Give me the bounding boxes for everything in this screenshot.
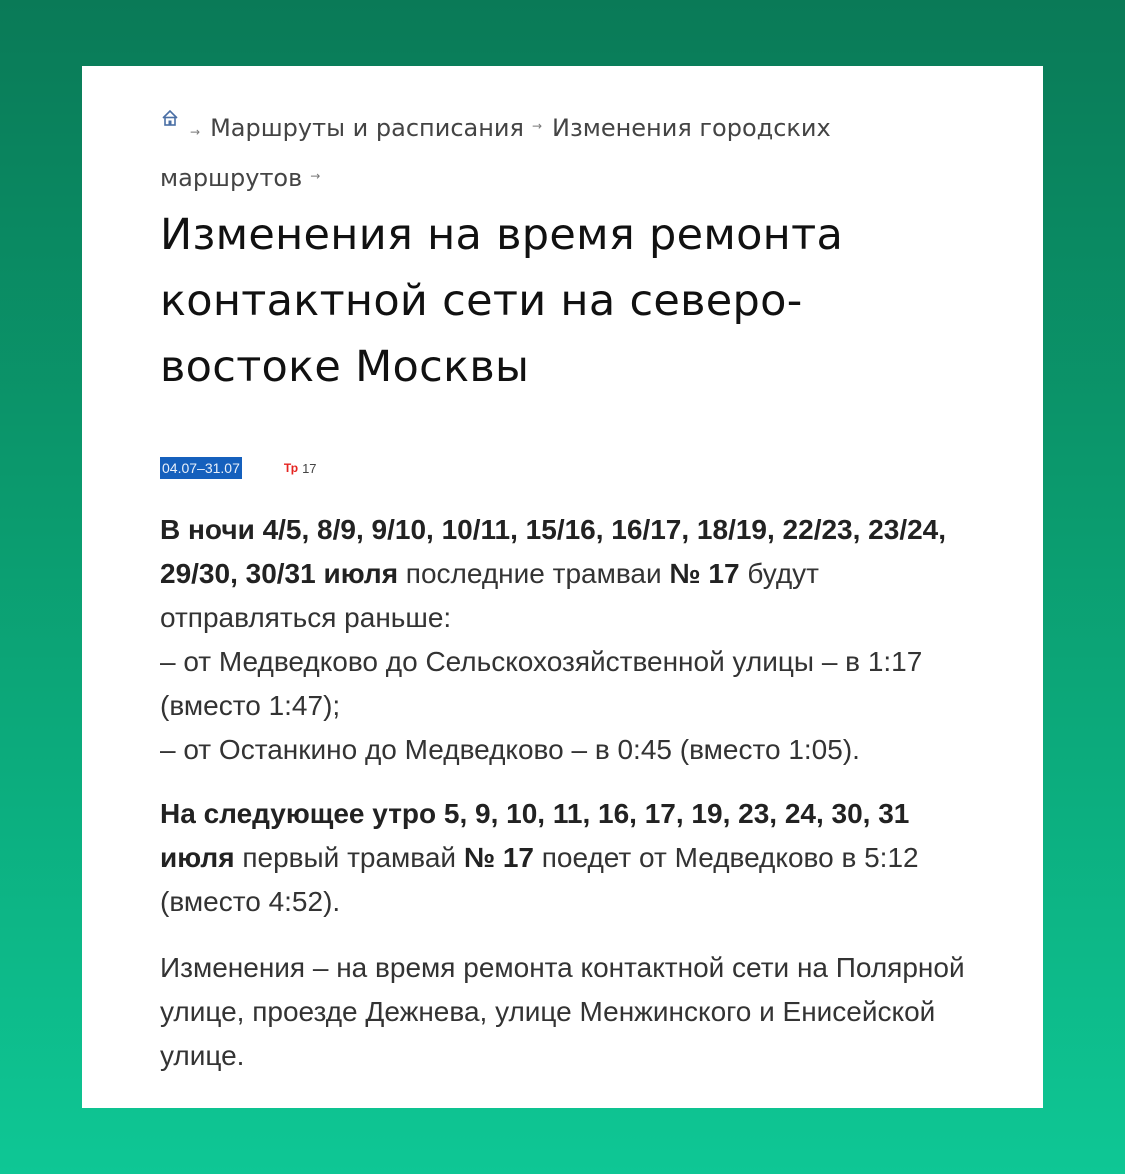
breadcrumb-routes-link[interactable]: Маршруты и расписания: [210, 114, 524, 142]
breadcrumb-arrow-icon: →: [190, 125, 201, 139]
route-number: 17: [302, 460, 317, 476]
home-icon[interactable]: [160, 108, 180, 128]
breadcrumb-arrow-icon: →: [310, 169, 321, 183]
paragraph-text: поедет от Медведково в 5:12 (вместо 4:52).: [160, 842, 919, 917]
night-dates: В ночи 4/5, 8/9, 9/10, 10/11, 15/16, 16/17, 18/19, 22/23, 23/24, 29/30, 30/31 июля: [160, 514, 947, 589]
article-meta: [160, 456, 965, 480]
route-tag[interactable]: [284, 461, 317, 476]
paragraph-morning-changes: [160, 792, 965, 924]
paragraph-night-changes: [160, 508, 965, 772]
paragraph-text: будут отправляться раньше:: [160, 558, 819, 633]
paragraph-text: первый трамвай: [234, 842, 464, 873]
date-range-badge: 04.07–31.07: [160, 457, 242, 479]
article-card: [82, 66, 1043, 1108]
schedule-line: – от Медведково до Сельскохозяйственной улицы – в 1:17 (вместо 1:47);: [160, 646, 923, 721]
breadcrumb-arrow-icon: →: [531, 119, 543, 133]
schedule-line: – от Останкино до Медведково – в 0:45 (вместо 1:05).: [160, 734, 860, 765]
route-number-bold: № 17: [463, 842, 534, 873]
breadcrumb-changes-link[interactable]: Изменения городских маршрутов: [160, 114, 831, 192]
page-title: Изменения на время ремонта контактной сети на северо-востоке Москвы: [160, 210, 844, 392]
route-number-bold: № 17: [669, 558, 740, 589]
paragraph-text: последние трамваи: [398, 558, 670, 589]
morning-dates: На следующее утро 5, 9, 10, 11, 16, 17, 19, 23, 24, 30, 31 июля: [160, 798, 910, 873]
paragraph-reason: Изменения – на время ремонта контактной сети на Полярной улице, проезде Дежнева, улице Менжинского и Енисейской улице.: [160, 952, 965, 1071]
breadcrumb: [160, 104, 900, 200]
tram-icon: Тр: [283, 461, 299, 475]
